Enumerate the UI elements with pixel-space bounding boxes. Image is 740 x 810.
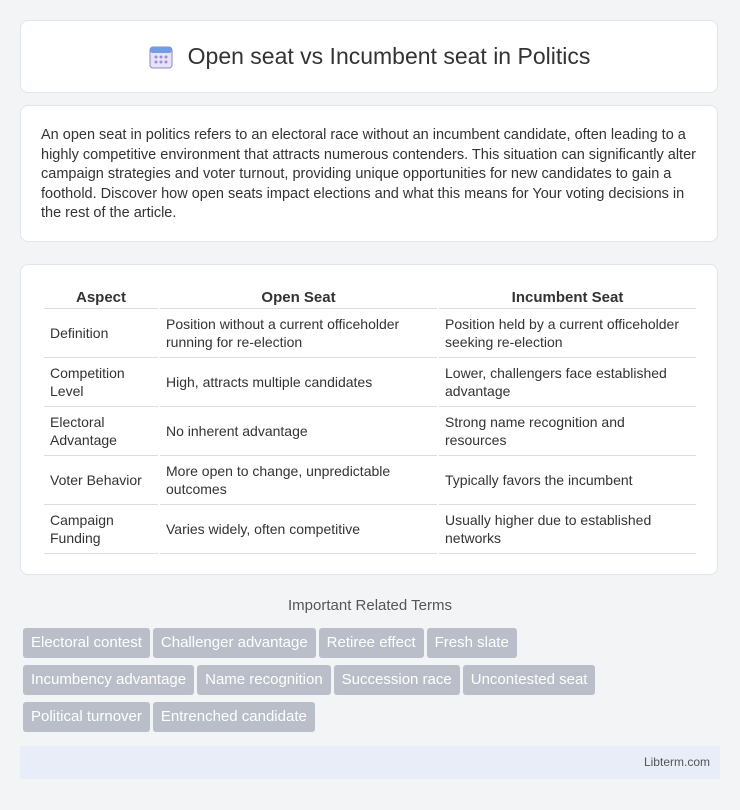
page-title: Open seat vs Incumbent seat in Politics (187, 43, 591, 69)
aspect-cell: Competition Level (44, 358, 158, 407)
incumbent-seat-cell: Usually higher due to established networks (439, 505, 696, 554)
aspect-cell: Voter Behavior (44, 456, 158, 505)
table-row (44, 456, 696, 505)
incumbent-seat-cell: Typically favors the incumbent (439, 456, 696, 505)
table-row (44, 309, 696, 358)
open-seat-cell: Varies widely, often competitive (160, 505, 437, 554)
incumbent-seat-cell: Position held by a current officeholder seeking re-election (439, 309, 696, 358)
intro-text: An open seat in politics refers to an electoral race without an incumbent candidate, often leading to a highly competitive environment that attracts numerous contenders. This situation can significantly alter campaign strategies and voter turnout, providing unique opportunities for new candidates to gain a foothold. Discover how open seats impact elections and what this means for Your voting decisions in the rest of the article. (41, 127, 696, 222)
related-terms-title: Important Related Terms (288, 597, 452, 614)
open-seat-cell: No inherent advantage (160, 407, 437, 456)
footer (20, 746, 720, 779)
term-tag[interactable]: Retiree effect (319, 628, 424, 658)
comparison-table (42, 285, 698, 554)
term-tag[interactable]: Electoral contest (23, 628, 150, 658)
intro-card (20, 105, 718, 242)
term-tag[interactable]: Challenger advantage (153, 628, 316, 658)
term-tag[interactable]: Fresh slate (427, 628, 517, 658)
table-row (44, 407, 696, 456)
aspect-cell: Definition (44, 309, 158, 358)
aspect-cell: Campaign Funding (44, 505, 158, 554)
term-tag[interactable]: Political turnover (23, 702, 150, 732)
footer-site[interactable]: Libterm.com (643, 755, 710, 769)
header-open-seat: Open Seat (160, 285, 437, 309)
comparison-card (20, 264, 718, 575)
header-incumbent-seat: Incumbent Seat (439, 285, 696, 309)
table-row (44, 505, 696, 554)
open-seat-cell: High, attracts multiple candidates (160, 358, 437, 407)
related-terms-list (23, 628, 723, 739)
table-row (44, 358, 696, 407)
title-card (20, 20, 718, 93)
incumbent-seat-cell: Strong name recognition and resources (439, 407, 696, 456)
term-tag[interactable]: Name recognition (197, 665, 331, 695)
term-tag[interactable]: Entrenched candidate (153, 702, 315, 732)
calendar-icon (148, 44, 174, 70)
open-seat-cell: More open to change, unpredictable outcomes (160, 456, 437, 505)
header-aspect: Aspect (44, 285, 158, 309)
incumbent-seat-cell: Lower, challengers face established advantage (439, 358, 696, 407)
aspect-cell: Electoral Advantage (44, 407, 158, 456)
term-tag[interactable]: Uncontested seat (463, 665, 596, 695)
term-tag[interactable]: Incumbency advantage (23, 665, 194, 695)
term-tag[interactable]: Succession race (334, 665, 460, 695)
table-header-row (44, 285, 696, 309)
open-seat-cell: Position without a current officeholder running for re-election (160, 309, 437, 358)
